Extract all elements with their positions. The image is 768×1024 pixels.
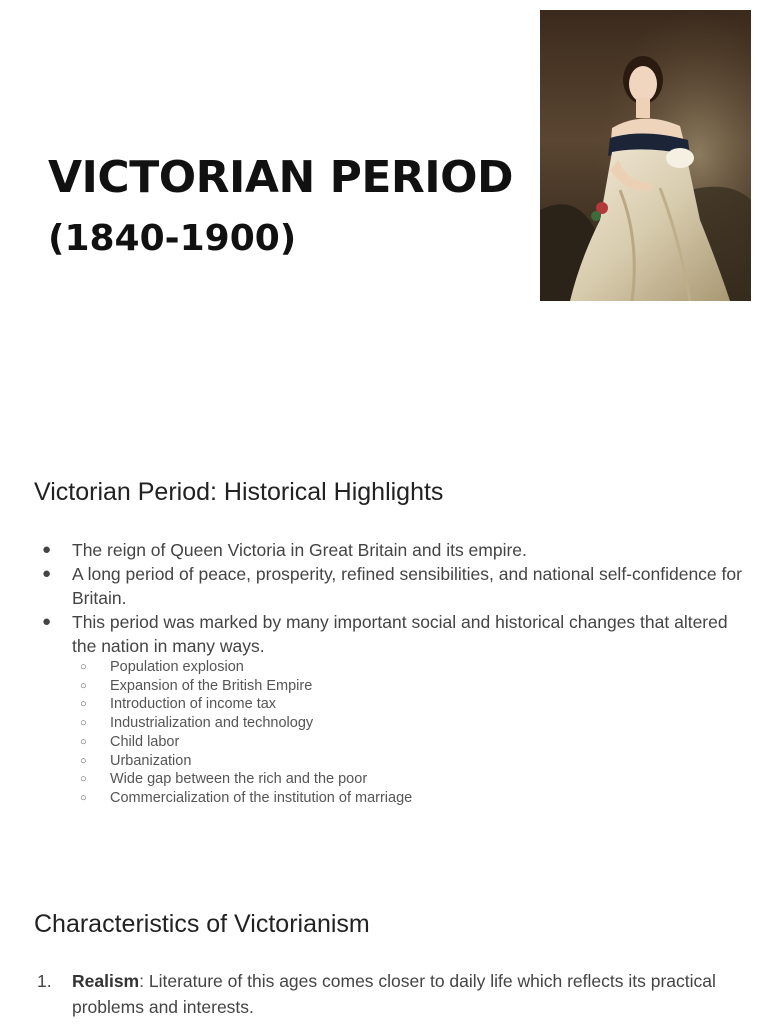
circle-bullet-icon: ○ [80,679,87,692]
bullet-icon: ● [42,613,52,630]
bullet-icon: ● [42,541,52,558]
circle-bullet-icon: ○ [80,661,87,673]
item-number: 1. [37,971,52,991]
sub-list-item [72,752,744,771]
bullet-text: This period was marked by many important social and historical changes that altered the nation in many ways. [72,612,728,656]
title-slide [0,0,768,330]
sub-list-item [72,770,744,789]
sub-bullet-text: Introduction of income tax [110,696,277,713]
sub-list-item [72,658,744,677]
characteristics-slide [0,870,768,1024]
circle-bullet-icon: ○ [80,735,87,748]
sub-bullet-text: Wide gap between the rich and the poor [110,771,368,788]
main-title: VICTORIAN PERIOD [48,152,514,203]
main-subtitle: (1840-1900) [48,218,297,259]
sub-bullet-text: Child labor [110,733,180,750]
list-item [34,562,744,610]
sub-list-item [72,714,744,733]
sub-bullet-text: Industrialization and technology [110,715,314,732]
bullet-text: A long period of peace, prosperity, refined sensibilities, and national self-confidence for Britain. [72,564,742,608]
sub-list-item [72,677,744,696]
sub-bullet-text: Commercialization of the institution of marriage [110,789,413,806]
characteristics-heading: Characteristics of Victorianism [34,910,370,938]
list-item [34,610,744,808]
circle-bullet-icon: ○ [80,791,87,804]
item-text: : Literature of this ages comes closer to daily life which reflects its practical problems and interests. [72,971,716,1017]
circle-bullet-icon: ○ [80,717,87,730]
sub-bullet-list [72,658,744,808]
sub-bullet-text: Expansion of the British Empire [110,677,313,694]
sub-list-item [72,695,744,714]
sub-bullet-text: Population explosion [110,659,244,675]
highlights-bullet-list [34,538,744,808]
sub-bullet-text: Urbanization [110,752,192,769]
list-item [34,968,744,1020]
bullet-text: The reign of Queen Victoria in Great Britain and its empire. [72,540,527,560]
highlights-heading: Victorian Period: Historical Highlights [34,478,444,506]
highlights-slide [0,440,768,860]
bullet-icon: ● [42,565,52,582]
sub-list-item [72,789,744,808]
list-item [34,538,744,562]
characteristics-list [34,968,744,1020]
circle-bullet-icon: ○ [80,773,87,786]
sub-list-item [72,733,744,752]
item-term: Realism [72,971,140,991]
circle-bullet-icon: ○ [80,698,87,711]
circle-bullet-icon: ○ [80,754,87,767]
queen-victoria-portrait [540,10,751,301]
